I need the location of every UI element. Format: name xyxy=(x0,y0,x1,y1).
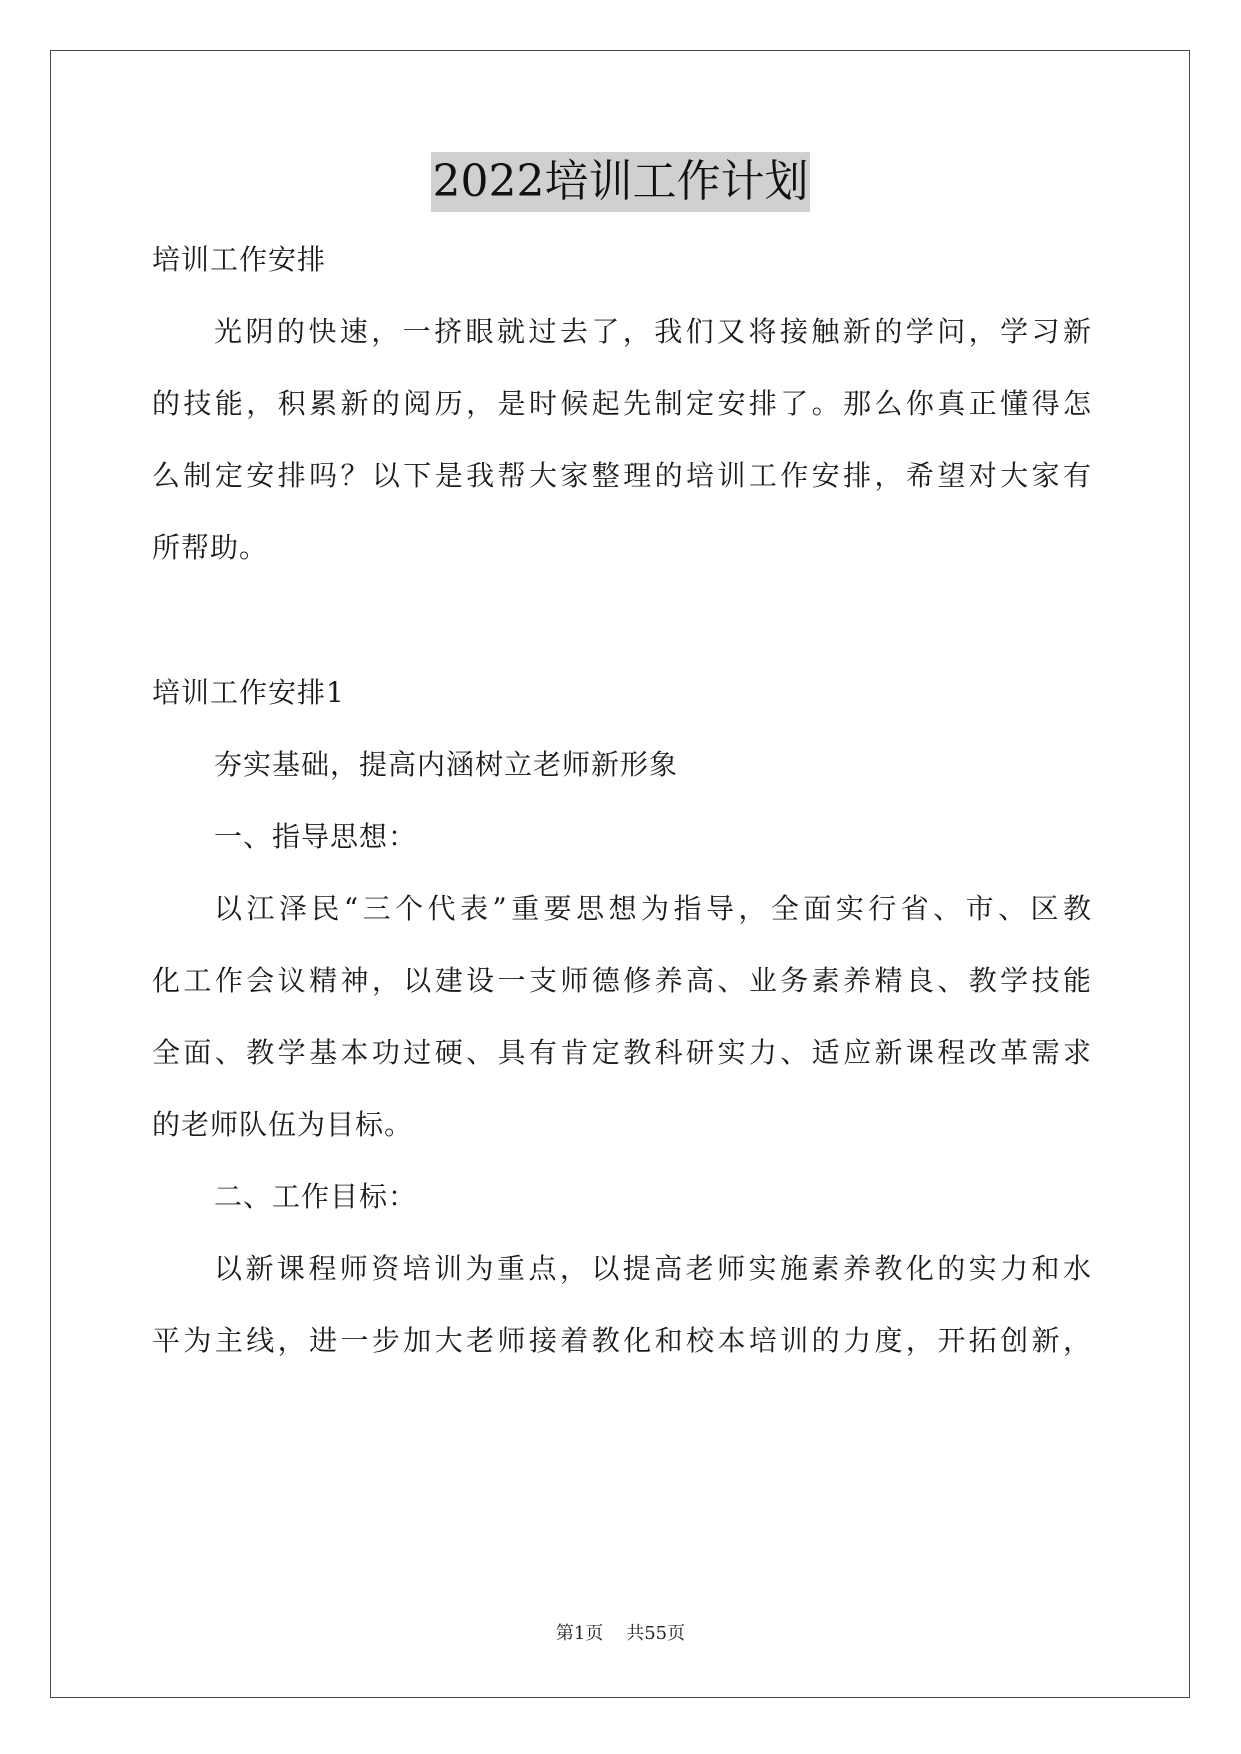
part1-line-1: 以江泽民“三个代表”重要思想为指导，全面实行省、市、区教 xyxy=(214,892,1092,925)
page-total-label: 共55页 xyxy=(626,1623,686,1644)
part2-heading: 二、工作目标： xyxy=(214,1180,418,1213)
intro-line-2: 的技能，积累新的阅历，是时候起先制定安排了。那么你真正懂得怎 xyxy=(152,387,1092,420)
part2-line-2: 平为主线，进一步加大老师接着教化和校本培训的力度，开拓创新， xyxy=(152,1324,1092,1357)
intro-line-1: 光阴的快速，一挤眼就过去了，我们又将接触新的学问，学习新 xyxy=(214,315,1092,348)
part2-line-1: 以新课程师资培训为重点，以提高老师实施素养教化的实力和水 xyxy=(214,1252,1092,1285)
plan-subtitle: 夯实基础，提高内涵树立老师新形象 xyxy=(214,748,679,781)
page-footer xyxy=(0,1622,1241,1646)
document-title: 2022培训工作计划 xyxy=(431,152,811,212)
plan-section-title: 培训工作安排1 xyxy=(152,676,345,709)
section-heading: 培训工作安排 xyxy=(152,243,327,276)
page-border xyxy=(50,50,1190,1698)
part1-line-3: 全面、教学基本功过硬、具有肯定教科研实力、适应新课程改革需求 xyxy=(152,1036,1092,1069)
part1-line-2: 化工作会议精神，以建设一支师德修养高、业务素养精良、教学技能 xyxy=(152,964,1092,997)
page-number-label: 第1页 xyxy=(555,1623,604,1644)
part1-heading: 一、指导思想： xyxy=(214,820,418,853)
intro-line-4: 所帮助。 xyxy=(152,531,269,564)
intro-line-3: 么制定安排吗？以下是我帮大家整理的培训工作安排，希望对大家有 xyxy=(152,459,1092,492)
part1-line-4: 的老师队伍为目标。 xyxy=(152,1108,414,1141)
title-container xyxy=(0,152,1241,212)
